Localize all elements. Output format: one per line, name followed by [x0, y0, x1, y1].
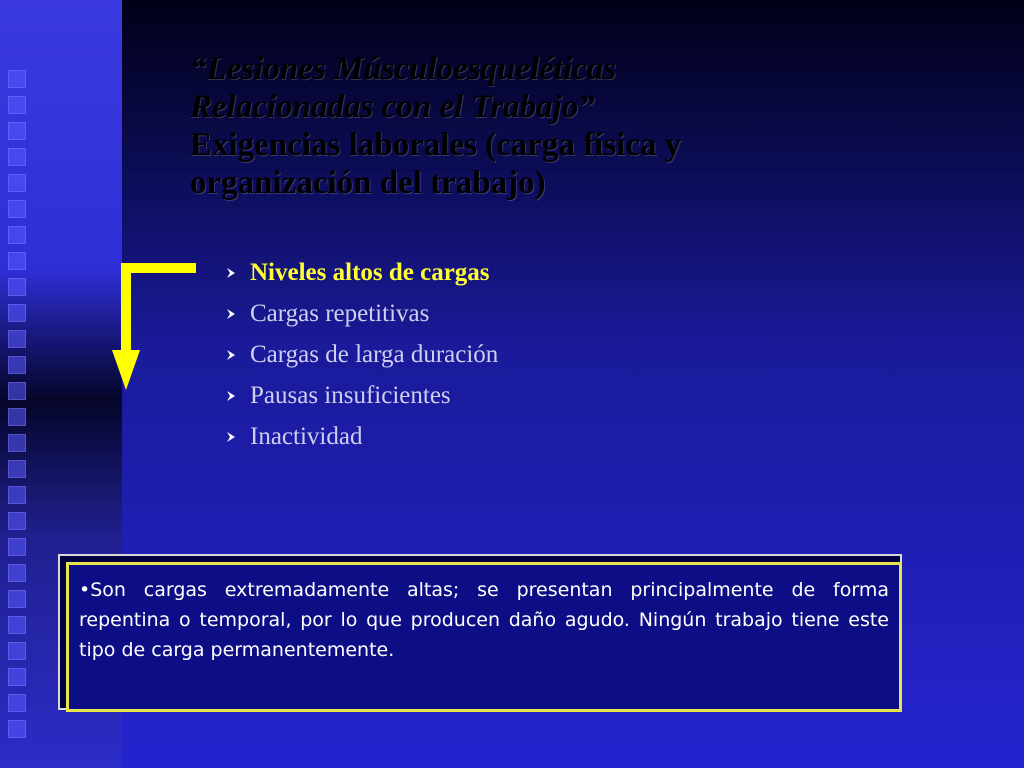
square-decoration — [8, 200, 26, 218]
square-decoration — [8, 668, 26, 686]
square-decoration — [8, 70, 26, 88]
square-decoration — [8, 512, 26, 530]
bullet-label: Cargas de larga duración — [250, 340, 499, 368]
note-box — [66, 562, 902, 712]
chevron-right-icon — [224, 266, 238, 280]
bullet-label: Cargas repetitivas — [250, 299, 430, 327]
square-decoration — [8, 720, 26, 738]
square-decoration — [8, 304, 26, 322]
square-decoration — [8, 434, 26, 452]
square-decoration — [8, 538, 26, 556]
square-decoration — [8, 96, 26, 114]
bullet-label: Niveles altos de cargas — [250, 258, 490, 286]
title-line-2: Relacionadas con el Trabajo” — [190, 89, 595, 125]
square-decoration — [8, 122, 26, 140]
square-decoration — [8, 330, 26, 348]
square-decoration — [8, 382, 26, 400]
square-decoration — [8, 174, 26, 192]
square-decoration — [8, 408, 26, 426]
list-item — [224, 293, 498, 334]
square-decoration — [8, 694, 26, 712]
square-decoration — [8, 564, 26, 582]
chevron-right-icon — [224, 430, 238, 444]
square-decoration — [8, 642, 26, 660]
decorative-squares — [8, 0, 30, 768]
square-decoration — [8, 460, 26, 478]
chevron-right-icon — [224, 348, 238, 362]
square-decoration — [8, 356, 26, 374]
square-decoration — [8, 252, 26, 270]
bullet-label: Inactividad — [250, 422, 363, 450]
list-item — [224, 375, 498, 416]
square-decoration — [8, 616, 26, 634]
list-item — [224, 416, 498, 457]
chevron-right-icon — [224, 307, 238, 321]
square-decoration — [8, 278, 26, 296]
bullet-label: Pausas insuficientes — [250, 381, 451, 409]
bent-down-arrow-icon — [108, 258, 204, 394]
bullet-list — [224, 252, 498, 457]
square-decoration — [8, 590, 26, 608]
title-line-3: Exigencias laborales (carga física y — [190, 127, 682, 163]
slide-title — [190, 50, 810, 202]
chevron-right-icon — [224, 389, 238, 403]
list-item — [224, 252, 498, 293]
note-text: •Son cargas extremadamente altas; se presentan principalmente de forma repentina o temporal, por lo que producen daño agudo. Ningún trabajo tiene este tipo de carga permanentemente. — [79, 579, 889, 661]
list-item — [224, 334, 498, 375]
title-line-4: organización del trabajo) — [190, 165, 546, 201]
square-decoration — [8, 148, 26, 166]
square-decoration — [8, 486, 26, 504]
title-line-1: “Lesiones Músculoesqueléticas — [190, 51, 617, 87]
square-decoration — [8, 226, 26, 244]
